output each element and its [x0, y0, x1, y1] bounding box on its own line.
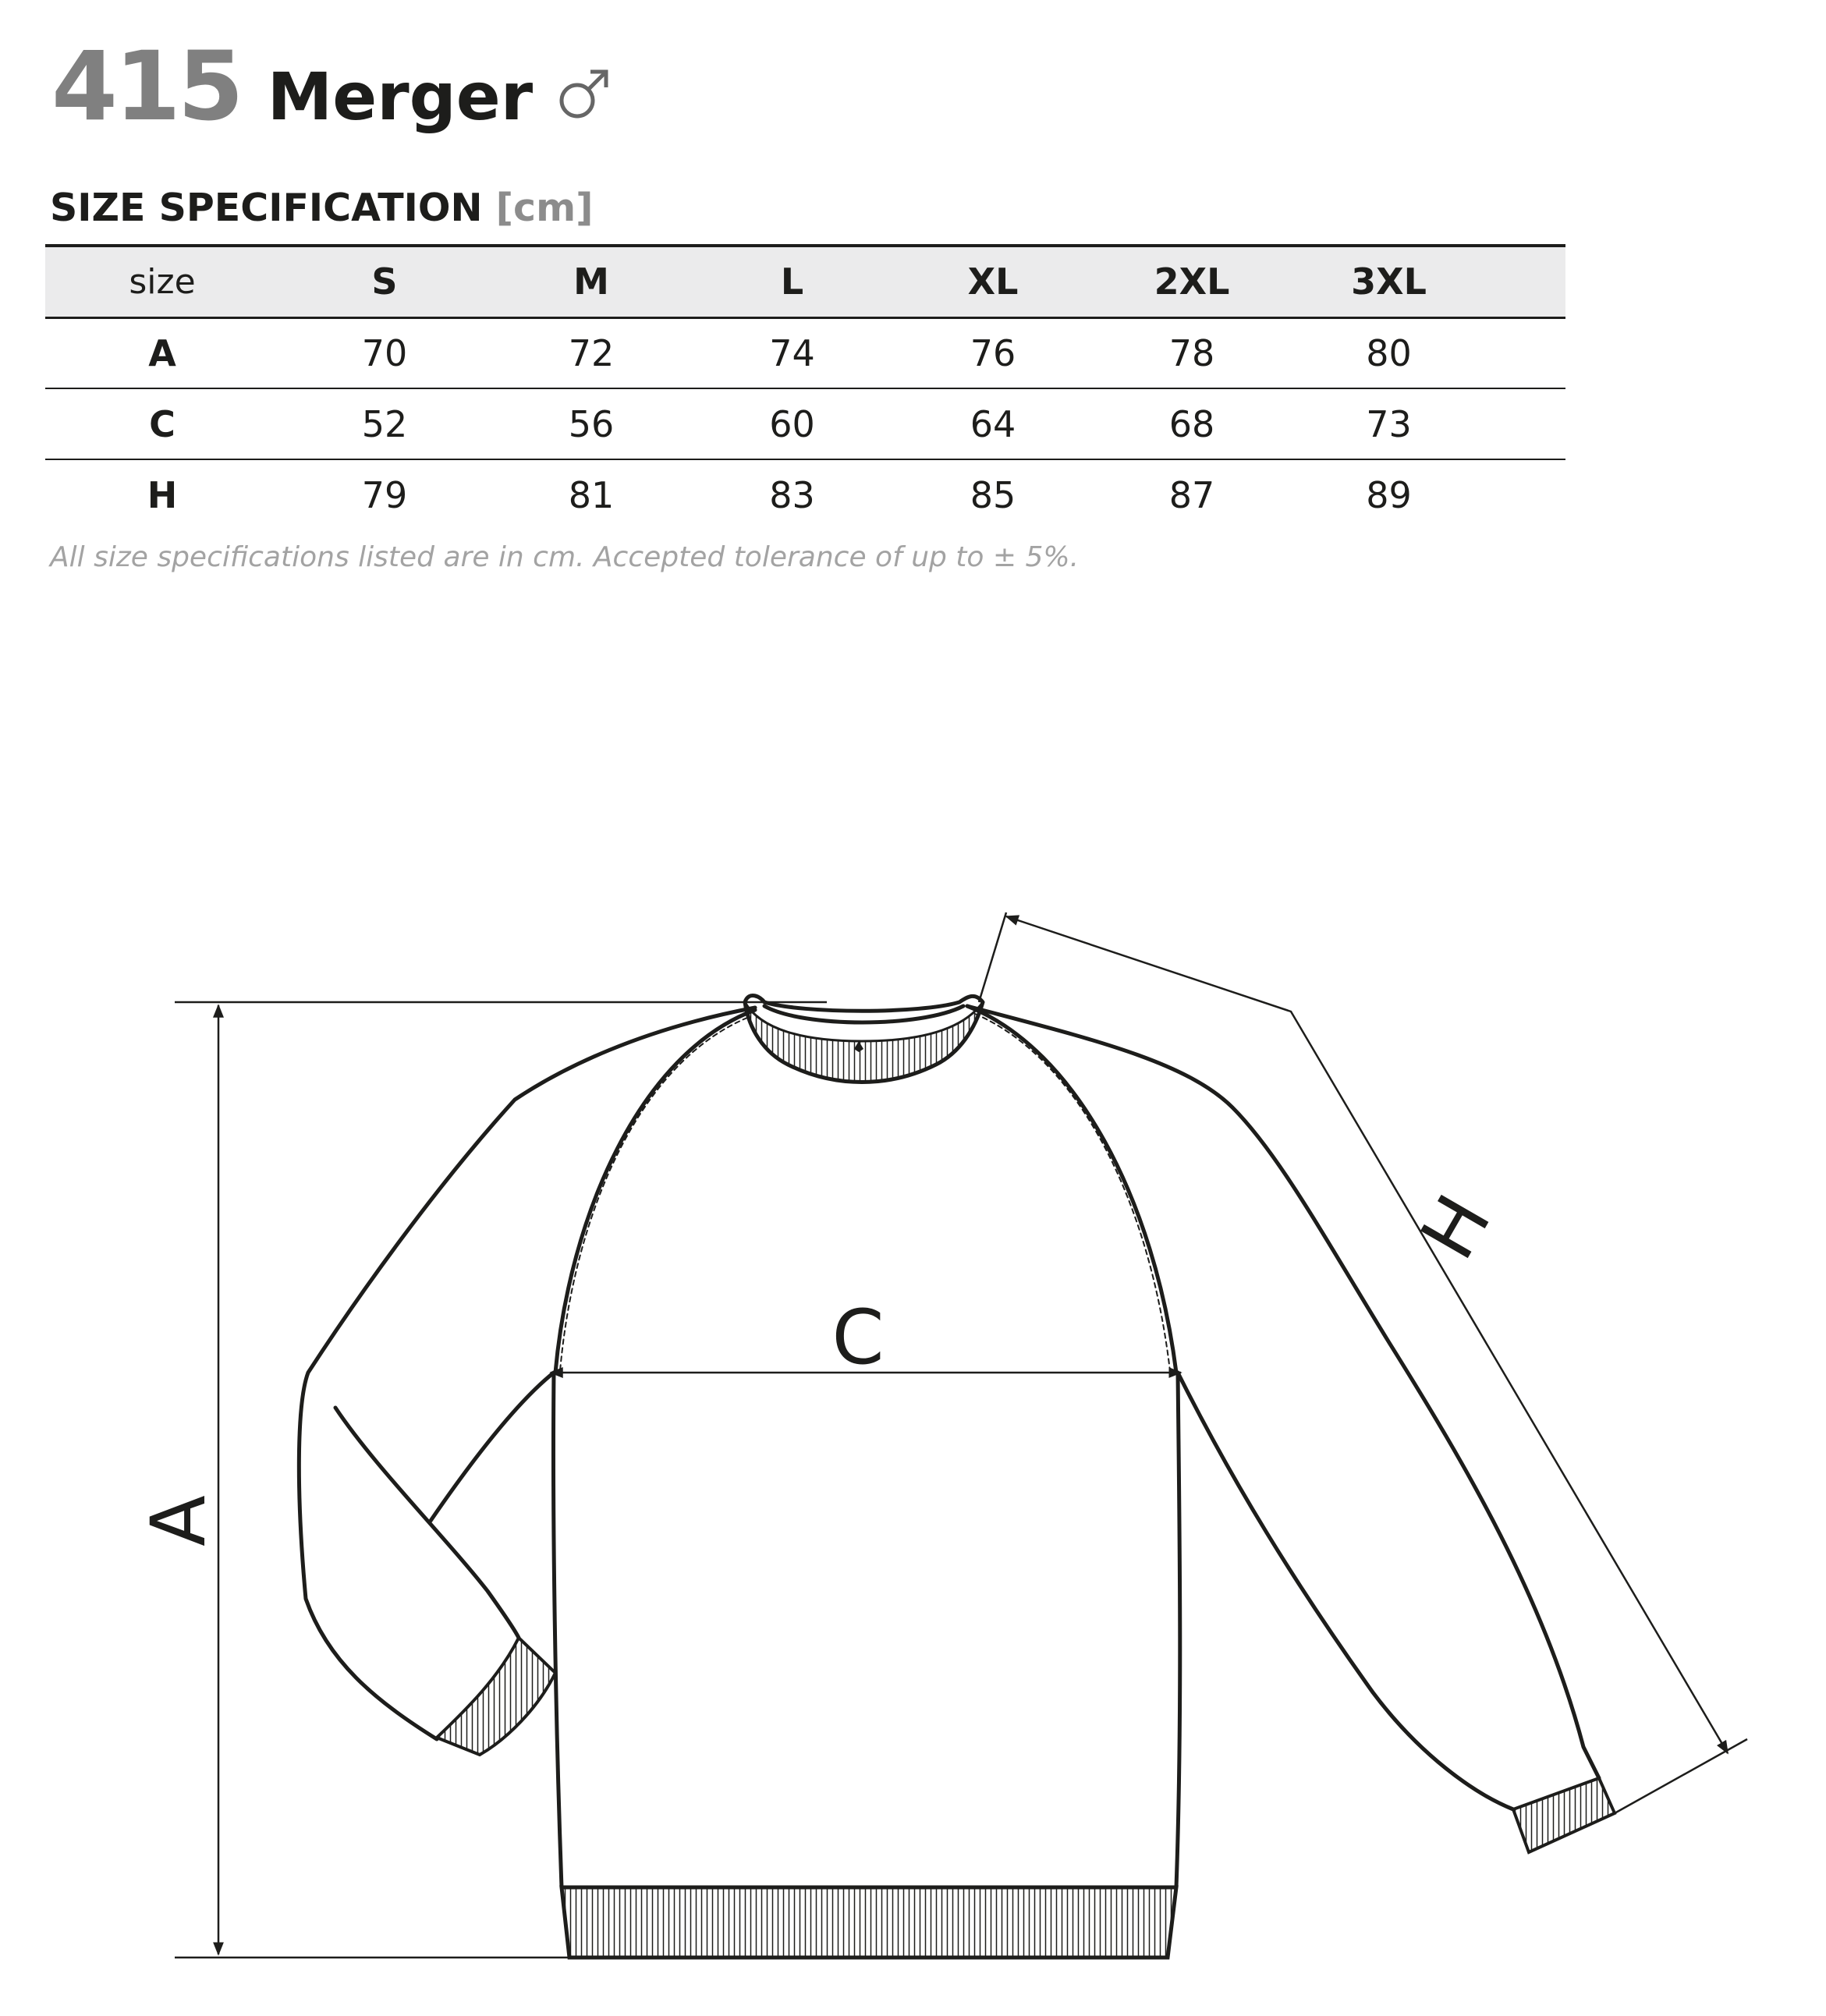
table-cell: 52: [361, 402, 408, 445]
dimension-h-arrow: [1006, 916, 1728, 1753]
size-header: L: [780, 260, 804, 303]
tolerance-note: All size specifications listed are in cm. Accepted tolerance of up to ± 5%.: [50, 541, 1080, 573]
table-cell: 72: [568, 331, 615, 374]
table-cell: 68: [1168, 402, 1215, 445]
size-header: M: [573, 260, 609, 303]
table-cell: 80: [1366, 331, 1412, 374]
table-cell: 89: [1366, 474, 1412, 516]
table-cell: 74: [769, 331, 815, 374]
table-cell: 85: [970, 474, 1016, 516]
table-cell: 78: [1168, 331, 1215, 374]
dimension-lines: [175, 912, 1747, 1958]
product-number: 415: [51, 31, 241, 142]
left-cuff: [437, 1638, 555, 1755]
table-cell: 56: [568, 402, 615, 445]
size-header: S: [371, 260, 398, 303]
product-name: Merger: [267, 58, 534, 135]
row-label: H: [147, 474, 178, 516]
table-cell: 70: [361, 331, 408, 374]
table-cell: 76: [970, 331, 1016, 374]
table-cell: 79: [361, 474, 408, 516]
table-cell: 83: [769, 474, 815, 516]
table-cell: 64: [970, 402, 1016, 445]
table-cell: 87: [1168, 474, 1215, 516]
hem-rib: [562, 1887, 1176, 1958]
row-label: A: [148, 331, 176, 374]
label-a: A: [135, 1495, 222, 1547]
right-cuff: [1513, 1778, 1615, 1852]
corner-label: size: [129, 261, 196, 302]
sweatshirt-outline: [299, 995, 1599, 1887]
row-label: C: [149, 402, 176, 445]
size-header: 3XL: [1351, 260, 1427, 303]
label-c: C: [831, 1294, 885, 1381]
size-header: XL: [967, 260, 1019, 303]
spec-unit: [cm]: [495, 186, 594, 230]
table-cell: 73: [1366, 402, 1412, 445]
spec-title-text: SIZE SPECIFICATION: [50, 186, 483, 230]
table-cell: 81: [568, 474, 615, 516]
size-header: 2XL: [1154, 260, 1230, 303]
label-h: H: [1403, 1181, 1508, 1274]
table-cell: 60: [769, 402, 815, 445]
